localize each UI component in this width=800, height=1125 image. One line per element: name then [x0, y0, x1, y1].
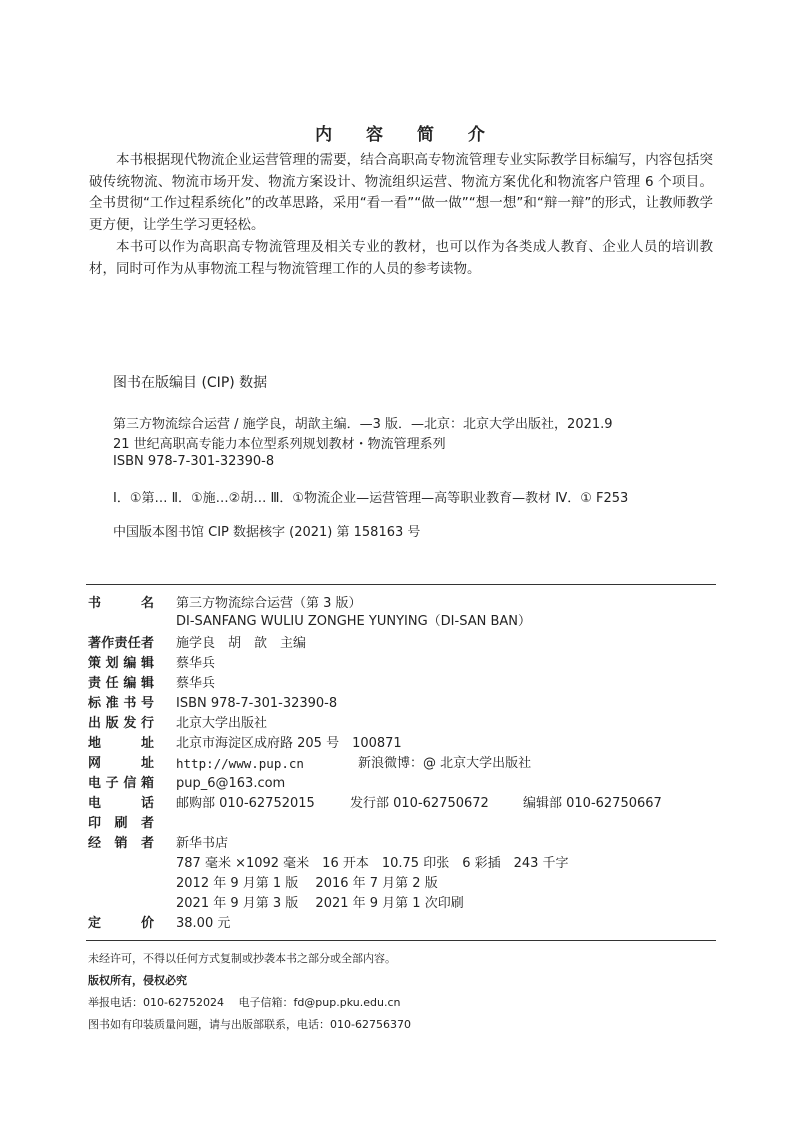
meta-row-price	[88, 914, 718, 933]
quality-contact: 图书如有印装质量问题，请与出版部联系，电话：010-62756370	[88, 1018, 411, 1031]
publisher-label: 出版发行	[88, 716, 154, 731]
meta-row-specs	[88, 854, 718, 873]
meta-row-website	[88, 754, 718, 773]
author-value: 施学良 胡 歆 主编	[176, 636, 307, 651]
meta-row-editions-2	[88, 894, 718, 913]
meta-row-editions-1	[88, 874, 718, 893]
meta-row-publisher	[88, 714, 718, 733]
responsible-editor-label: 责任编辑	[88, 676, 154, 691]
responsible-editor-value: 蔡华兵	[176, 676, 216, 691]
cip-record-line-3: ISBN 978-7-301-32390-8	[113, 454, 275, 469]
meta-row-book-title	[88, 594, 718, 613]
book-title-label: 书名	[88, 596, 154, 611]
weibo-value: 新浪微博：@ 北京大学出版社	[358, 756, 532, 771]
book-specs: 787 毫米 ×1092 毫米 16 开本 10.75 印张 6 彩插 243 千字	[176, 856, 569, 871]
cip-classification: Ⅰ．①第… Ⅱ．①施…②胡… Ⅲ．①物流企业—运营管理—高等职业教育—教材 Ⅳ．① F253	[113, 491, 629, 506]
intro-paragraph-2: 本书可以作为高职高专物流管理及相关专业的教材，也可以作为各类成人教育、企业人员的培训教材，同时可作为从事物流工程与物流管理工作的人员的参考读物。	[89, 239, 713, 277]
website-value[interactable]: http://www.pup.cn	[176, 756, 304, 771]
cip-heading: 图书在版编目 (CIP) 数据	[113, 375, 268, 391]
price-value: 38.00 元	[176, 916, 231, 931]
meta-row-responsible-editor	[88, 674, 718, 693]
metadata-bottom-rule	[86, 940, 716, 941]
report-contact: 举报电话：010-62752024 电子信箱：fd@pup.pku.edu.cn	[88, 996, 401, 1009]
distributor-label: 经销者	[88, 836, 154, 851]
phone-editorial-dept: 编辑部 010-62750667	[523, 796, 662, 811]
address-label: 地址	[88, 736, 154, 751]
distributor-value: 新华书店	[176, 836, 229, 851]
isbn-value: ISBN 978-7-301-32390-8	[176, 696, 338, 711]
phone-mail-dept: 邮购部 010-62752015	[176, 796, 315, 811]
meta-row-email	[88, 774, 718, 793]
meta-row-book-title-pinyin	[88, 612, 718, 631]
cip-catalog-number: 中国版本图书馆 CIP 数据核字 (2021) 第 158163 号	[113, 525, 421, 540]
meta-row-distributor	[88, 834, 718, 853]
phone-sales-dept: 发行部 010-62750672	[350, 796, 489, 811]
intro-paragraph-1: 本书根据现代物流企业运营管理的需要，结合高职高专物流管理专业实际教学目标编写，内容包括突破传统物流、物流市场开发、物流方案设计、物流组织运营、物流方案优化和物流客户管理 6 个项目。全书贯彻“工作过程系统化”的改革思路，采用“看一看”“做一做”“想一想”和“辩一辩”的形式，让教师教学更方便，让学生学习更轻松。	[89, 152, 713, 233]
meta-row-phone	[88, 794, 718, 813]
phone-label: 电话	[88, 796, 154, 811]
website-label: 网址	[88, 756, 154, 771]
cip-record-line-1: 第三方物流综合运营 / 施学良，胡歆主编．—3 版．—北京：北京大学出版社，2021.9	[113, 417, 613, 432]
meta-row-isbn	[88, 694, 718, 713]
intro-title: 内 容 简 介	[315, 125, 499, 145]
edition-history-2: 2021 年 9 月第 3 版 2021 年 9 月第 1 次印刷	[176, 896, 464, 911]
book-title-pinyin: DI-SANFANG WULIU ZONGHE YUNYING（DI-SAN BAN）	[176, 614, 531, 629]
planning-editor-label: 策划编辑	[88, 656, 154, 671]
author-label: 著作责任者	[88, 636, 154, 651]
email-label: 电子信箱	[88, 776, 154, 791]
book-title-value: 第三方物流综合运营（第 3 版）	[176, 596, 362, 611]
rights-notice: 版权所有，侵权必究	[88, 974, 187, 987]
metadata-top-rule	[86, 584, 716, 585]
address-value: 北京市海淀区成府路 205 号 100871	[176, 736, 402, 751]
meta-row-author	[88, 634, 718, 653]
publisher-value: 北京大学出版社	[176, 716, 268, 731]
planning-editor-value: 蔡华兵	[176, 656, 216, 671]
meta-row-planning-editor	[88, 654, 718, 673]
isbn-label: 标准书号	[88, 696, 154, 711]
printer-label: 印刷者	[88, 816, 154, 831]
edition-history-1: 2012 年 9 月第 1 版 2016 年 7 月第 2 版	[176, 876, 438, 891]
price-label: 定价	[88, 916, 154, 931]
copy-notice: 未经许可，不得以任何方式复制或抄袭本书之部分或全部内容。	[88, 952, 396, 965]
email-value[interactable]: pup_6@163.com	[176, 776, 286, 791]
meta-row-printer	[88, 814, 718, 833]
cip-record-line-2: 21 世纪高职高专能力本位型系列规划教材・物流管理系列	[113, 437, 446, 452]
meta-row-address	[88, 734, 718, 753]
